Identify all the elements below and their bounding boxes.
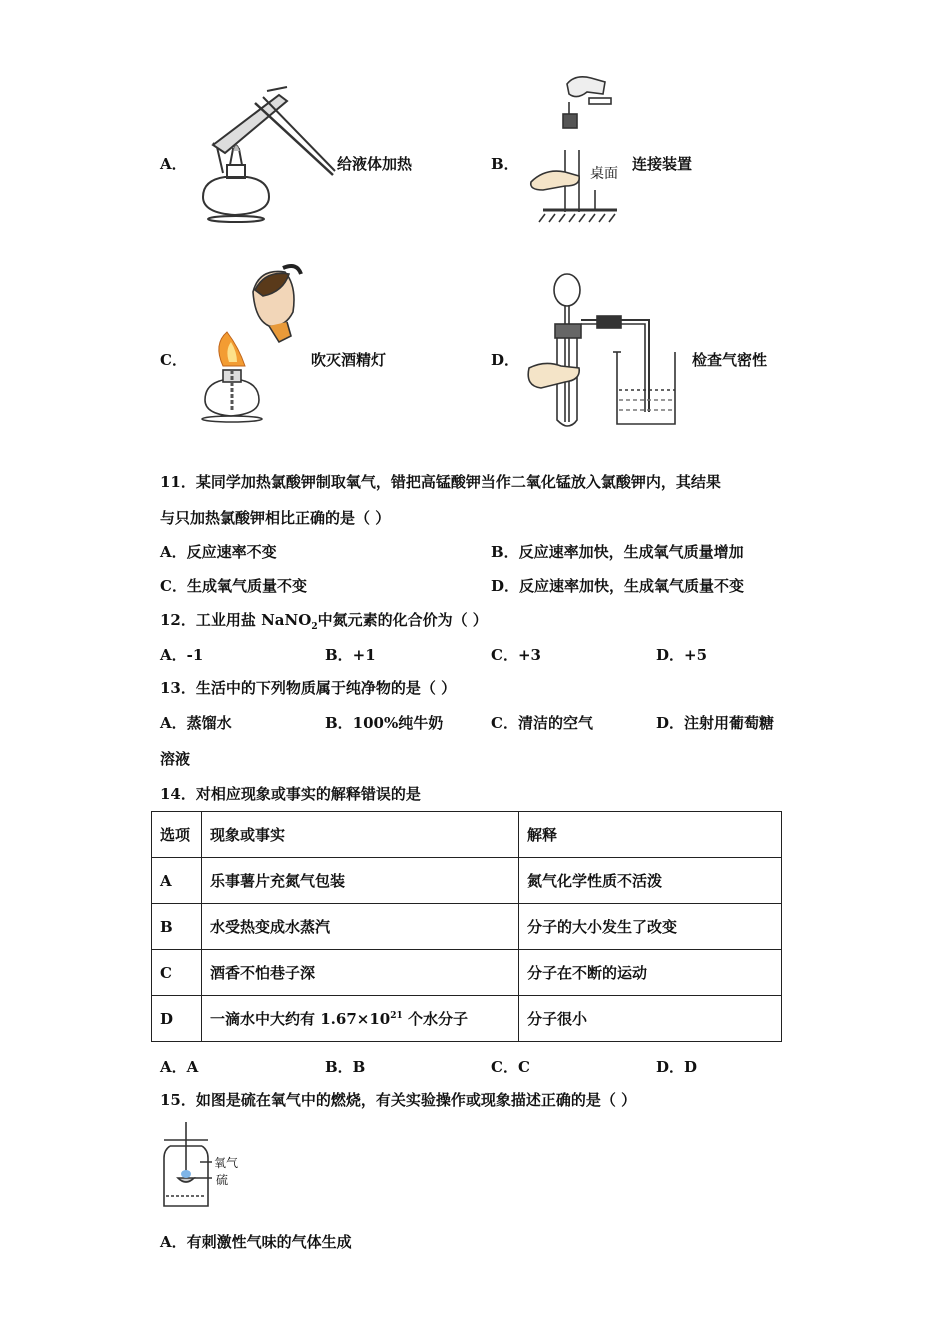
q10-option-c-letter: C．: [160, 351, 187, 369]
row-fact: 酒香不怕巷子深: [202, 950, 519, 996]
row-fact: [202, 996, 519, 1042]
row-explanation: 分子的大小发生了改变: [519, 904, 782, 950]
row-fact: 乐事薯片充氮气包装: [202, 858, 519, 904]
q10-option-a-caption: 给液体加热: [337, 155, 413, 173]
q11-stem-line1: 11．某同学加热氯酸钾制取氧气，错把高锰酸钾当作二氧化锰放入氯酸钾内，其结果: [160, 473, 721, 491]
q14-option-d: D．D: [656, 1058, 698, 1076]
q10-option-a-letter: A．: [160, 155, 187, 173]
q15-label-oxygen: 氧气: [214, 1156, 239, 1170]
q15-stem: 15．如图是硫在氧气中的燃烧，有关实验操作或现象描述正确的是（ ）: [160, 1091, 637, 1109]
q12-stem-post: 中氮元素的化合价为（ ）: [317, 611, 488, 629]
row-option: C: [152, 950, 202, 996]
q10-d-airtightness-check-figure: [525, 272, 690, 432]
row-fact: 水受热变成水蒸汽: [202, 904, 519, 950]
q11-option-b: B．反应速率加快，生成氧气质量增加: [491, 543, 744, 561]
q11-option-d: D．反应速率加快，生成氧气质量不变: [491, 577, 745, 595]
row-explanation: 氮气化学性质不活泼: [519, 858, 782, 904]
q10-option-b-caption: 连接装置: [632, 155, 693, 173]
header-option: 选项: [152, 812, 202, 858]
q14-option-a: A．A: [160, 1058, 199, 1076]
q12-stem-pre: 12．工业用盐 NaNO: [160, 611, 312, 629]
table-row: [152, 858, 782, 904]
row-fact-sup: 21: [390, 1011, 403, 1021]
table-header-row: [152, 812, 782, 858]
row-explanation: 分子很小: [519, 996, 782, 1042]
q14-table: [151, 811, 782, 1042]
row-fact-pre: 一滴水中大约有 1.67×10: [210, 1010, 391, 1028]
q14-option-c: C．C: [491, 1058, 530, 1076]
q13-option-b: B．100%纯牛奶: [325, 714, 444, 732]
row-option: D: [152, 996, 202, 1042]
q13-stem: 13．生活中的下列物质属于纯净物的是（ ）: [160, 679, 457, 697]
q10-option-c-caption: 吹灭酒精灯: [311, 351, 387, 369]
q14-stem: 14．对相应现象或事实的解释错误的是: [160, 785, 421, 803]
q10-option-d-letter: D．: [491, 351, 520, 369]
q13-option-d-wrap: 溶液: [160, 750, 191, 768]
row-fact-post: 个水分子: [402, 1010, 468, 1028]
q10-b-connecting-apparatus-figure: [525, 72, 625, 227]
table-row: [152, 950, 782, 996]
header-fact: 现象或事实: [202, 812, 519, 858]
q10-c-blowing-lamp-figure: [193, 262, 303, 427]
q12-option-a: A．-1: [160, 646, 204, 664]
row-option: A: [152, 858, 202, 904]
q10-b-desk-label: 桌面: [590, 166, 618, 182]
q10-option-d-caption: 检查气密性: [692, 351, 768, 369]
q15-label-sulfur: 硫: [216, 1173, 229, 1187]
q12-stem: [160, 609, 488, 632]
q15-option-a: A．有刺激性气味的气体生成: [160, 1233, 352, 1251]
q10-option-b-letter: B．: [491, 155, 519, 173]
row-option: B: [152, 904, 202, 950]
table-row: [152, 996, 782, 1042]
q10-a-heating-liquid-figure: [195, 85, 340, 225]
q13-option-a: A．蒸馏水: [160, 714, 232, 732]
q12-option-d: D．+5: [656, 646, 708, 664]
q12-stem-sub: 2: [311, 622, 318, 632]
q11-stem-line2: 与只加热氯酸钾相比正确的是（ ）: [160, 509, 391, 527]
q11-option-a: A．反应速率不变: [160, 543, 277, 561]
header-explanation: 解释: [519, 812, 782, 858]
row-explanation: 分子在不断的运动: [519, 950, 782, 996]
table-row: [152, 904, 782, 950]
q14-option-b: B．B: [325, 1058, 366, 1076]
q11-option-c: C．生成氧气质量不变: [160, 577, 307, 595]
q13-option-d: D．注射用葡萄糖: [656, 714, 775, 732]
q13-option-c: C．清洁的空气: [491, 714, 593, 732]
q12-option-b: B．+1: [325, 646, 376, 664]
q12-option-c: C．+3: [491, 646, 541, 664]
